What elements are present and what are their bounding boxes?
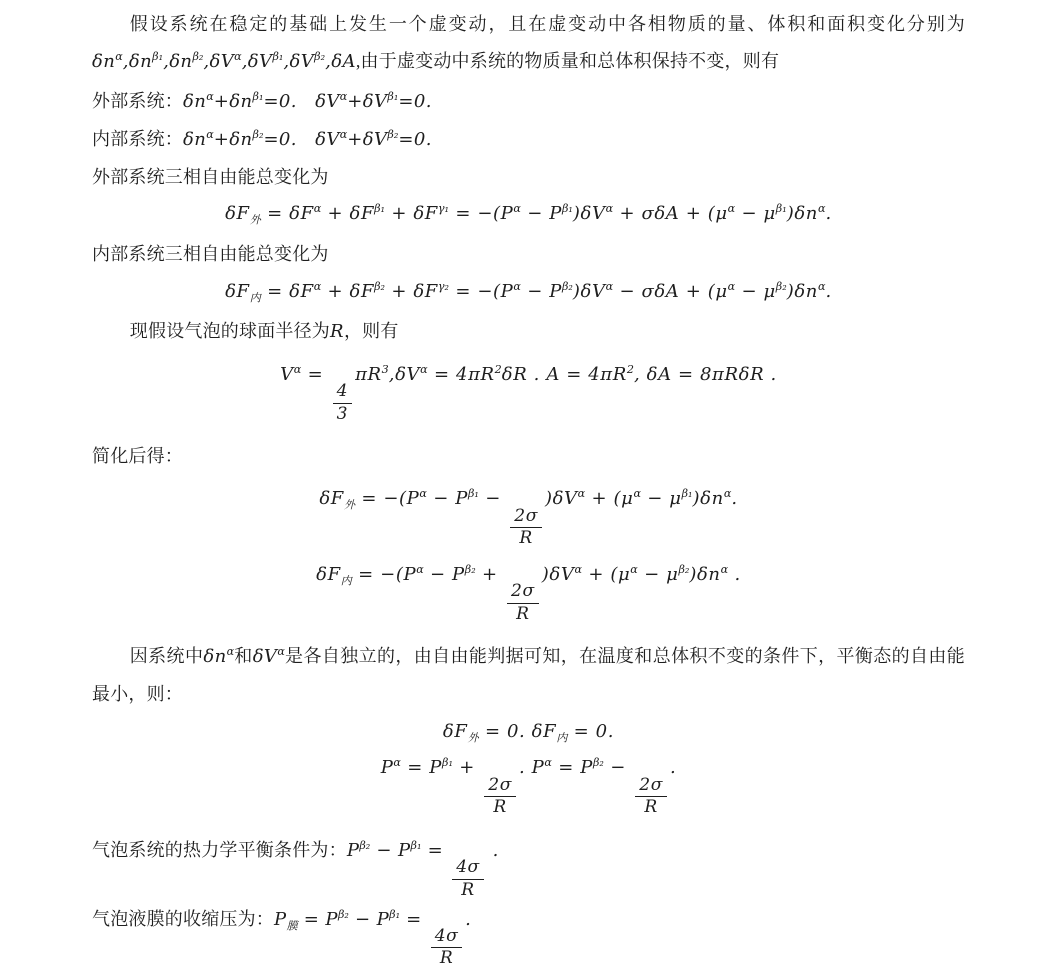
line-internal-system-constraints: 内部系统：$\delta n^\alpha+\delta n^{\beta_2}=0$. $\delta V^\alpha+\delta V^{\beta_2}=0$. xyxy=(92,127,432,150)
formula-pressure-relations: $P^\alpha = P^{\beta_1}$ + $\frac{2\sigma}{R}$ . $P^\alpha = P^{\beta_2}$ − $\frac{2\sigma}{R}$ . xyxy=(380,756,677,818)
formula-simplified-external: $\delta F_外 = -(P^\alpha - P^{\beta_1}$ − $\frac{2\sigma}{R}$ )$\delta V^\alpha + (\mu^\alpha - \mu^{\beta_1})\delta n^\alpha$. xyxy=(319,487,738,549)
formula-simplified-internal: $\delta F_内 = -(P^\alpha - P^{\beta_2}$ + $\frac{2\sigma}{R}$ )$\delta V^\alpha + (\mu^\alpha - \mu^{\beta_2})\delta n^\alpha$ . xyxy=(316,562,741,624)
formula-equilibrium-zero: $\delta F_外 = 0$. $\delta F_内 = 0$. xyxy=(442,721,615,745)
heading-simplified: 简化后得： xyxy=(92,446,183,467)
paragraph-intro: 假设系统在稳定的基础上发生一个虚变动，且在虚变动中各相物质的量、体积和面积变化分别为$\delta n^\alpha,\delta n^{\beta_1},\delta n^{\beta_2},\delta V^\alpha,\delta V^{\beta_1},\delta V^{\beta_2},\delta A$,由于虚变动中系统的物质量和总体积保持不变，则有 xyxy=(92,14,965,72)
formula-internal-free-energy: $\delta F_内 = \delta F^\alpha + \delta F^{\beta_2} + \delta F^{\gamma_2} = -(P^\alpha - P^{\beta_2})\delta V^\alpha - \sigma\delta A + (\mu^\alpha - \mu^{\beta_2})\delta n^\alpha$. xyxy=(225,279,832,305)
formula-external-free-energy: $\delta F_外 = \delta F^\alpha + \delta F^{\beta_1} + \delta F^{\gamma_1} = -(P^\alpha - P^{\beta_1})\delta V^\alpha + \sigma\delta A + (\mu^\alpha - \mu^{\beta_1})\delta n^\alpha$. xyxy=(225,202,832,228)
heading-external-free-energy: 外部系统三相自由能总变化为 xyxy=(92,166,329,187)
line-external-system-constraints: 外部系统：$\delta n^\alpha+\delta n^{\beta_1}=0$. $\delta V^\alpha+\delta V^{\beta_1}=0$. xyxy=(92,89,432,112)
heading-internal-free-energy: 内部系统三相自由能总变化为 xyxy=(92,243,329,264)
paragraph-independence: 因系统中$\delta n^\alpha$和$\delta V^\alpha$是各自独立的，由自由能判据可知，在温度和总体积不变的条件下，平衡态的自由能最小，则： xyxy=(92,645,965,705)
line-equilibrium-condition: 气泡系统的热力学平衡条件为：$P^{\beta_2} - P^{\beta_1}$ = $\frac{4\sigma}{R}$ . xyxy=(92,838,499,900)
line-film-contraction-pressure: 气泡液膜的收缩压为：$P_膜 = P^{\beta_2} - P^{\beta_1}$ = $\frac{4\sigma}{R}$ . xyxy=(92,907,472,969)
line-bubble-radius-assumption: 现假设气泡的球面半径为R，则有 xyxy=(129,320,399,342)
formula-sphere-geometry: $V^\alpha$ = $\frac{4}{3}$ $\pi R^3,\delta V^\alpha = 4\pi R^2\delta R$ . $A = 4\pi R^2$, δA = 8πRδR . xyxy=(280,362,777,424)
